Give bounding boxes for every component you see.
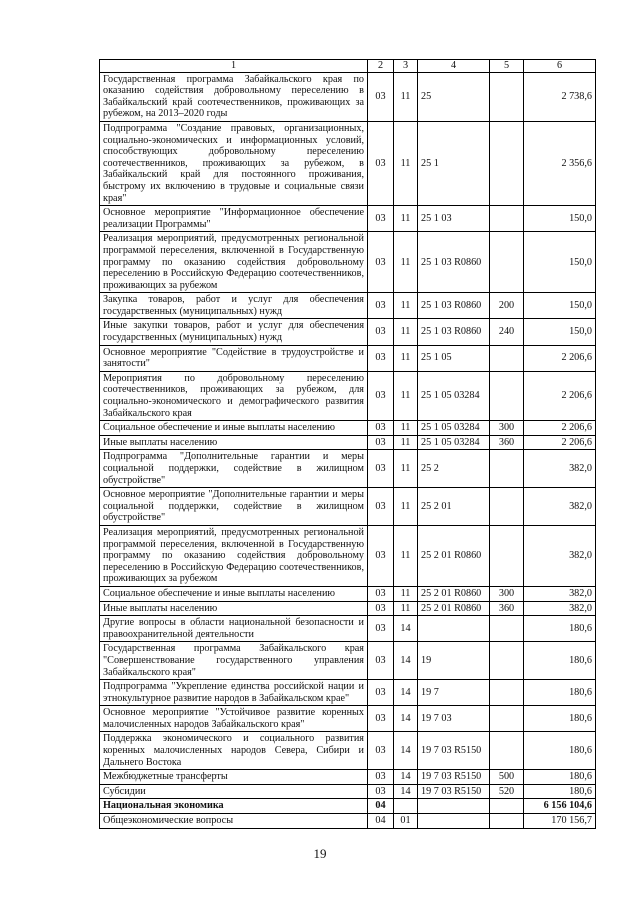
cell-name: Подпрограмма "Создание правовых, организационных, социально-экономических и информационных условий, способствующих добровольному переселению соотечественников, проживающих за рубежом, в Забайкальский край для постоянного проживания, быстрому их включению в трудовые и социальные связи края" [100, 121, 368, 205]
table-row [100, 525, 596, 586]
cell-subsection: 14 [394, 642, 418, 680]
cell-section: 03 [368, 293, 394, 319]
cell-subsection: 14 [394, 770, 418, 785]
cell-subsection: 11 [394, 421, 418, 436]
cell-target-article: 25 1 03 [418, 206, 490, 232]
cell-expense-type: 500 [490, 770, 524, 785]
table-row [100, 206, 596, 232]
cell-subsection: 11 [394, 293, 418, 319]
cell-subsection: 01 [394, 814, 418, 829]
cell-amount: 170 156,7 [524, 814, 596, 829]
table-row [100, 642, 596, 680]
cell-target-article [418, 799, 490, 814]
table-row [100, 732, 596, 770]
cell-expense-type: 360 [490, 435, 524, 450]
table-row [100, 72, 596, 121]
header-col-3: 3 [394, 60, 418, 73]
cell-expense-type: 360 [490, 601, 524, 616]
cell-section: 03 [368, 371, 394, 420]
cell-expense-type: 300 [490, 586, 524, 601]
cell-amount: 2 206,6 [524, 435, 596, 450]
table-row [100, 232, 596, 293]
cell-subsection: 14 [394, 784, 418, 799]
cell-subsection: 11 [394, 232, 418, 293]
cell-name: Национальная экономика [100, 799, 368, 814]
cell-name: Подпрограмма "Укрепление единства российской нации и этнокультурное развитие народов в Забайкальском крае" [100, 680, 368, 706]
header-col-6: 6 [524, 60, 596, 73]
cell-target-article: 25 1 [418, 121, 490, 205]
cell-name: Реализация мероприятий, предусмотренных региональной программой переселения, включенной в Государственную программу по оказанию содействия добровольному переселению в Российскую Федерацию соотечественников, проживающих за рубежом [100, 232, 368, 293]
cell-target-article: 25 1 05 [418, 345, 490, 371]
cell-subsection: 11 [394, 72, 418, 121]
cell-subsection: 11 [394, 435, 418, 450]
table-row [100, 586, 596, 601]
cell-amount: 180,6 [524, 642, 596, 680]
cell-target-article: 25 1 03 R0860 [418, 319, 490, 345]
cell-amount: 382,0 [524, 601, 596, 616]
cell-subsection: 11 [394, 206, 418, 232]
cell-amount: 382,0 [524, 525, 596, 586]
cell-target-article: 25 [418, 72, 490, 121]
cell-expense-type [490, 371, 524, 420]
cell-section: 03 [368, 525, 394, 586]
table-row [100, 293, 596, 319]
cell-expense-type: 240 [490, 319, 524, 345]
cell-section: 04 [368, 799, 394, 814]
cell-target-article: 25 2 01 R0860 [418, 525, 490, 586]
cell-amount: 180,6 [524, 732, 596, 770]
cell-target-article: 25 1 03 R0860 [418, 232, 490, 293]
cell-amount: 180,6 [524, 616, 596, 642]
cell-expense-type [490, 232, 524, 293]
cell-expense-type [490, 814, 524, 829]
cell-expense-type: 300 [490, 421, 524, 436]
cell-target-article: 25 2 01 R0860 [418, 601, 490, 616]
cell-expense-type [490, 799, 524, 814]
cell-expense-type [490, 732, 524, 770]
cell-target-article: 25 1 03 R0860 [418, 293, 490, 319]
cell-name: Социальное обеспечение и иные выплаты населению [100, 421, 368, 436]
cell-name: Закупка товаров, работ и услуг для обеспечения государственных (муниципальных) нужд [100, 293, 368, 319]
table-row [100, 784, 596, 799]
cell-expense-type [490, 680, 524, 706]
cell-name: Социальное обеспечение и иные выплаты населению [100, 586, 368, 601]
cell-amount: 180,6 [524, 706, 596, 732]
cell-subsection [394, 799, 418, 814]
cell-amount: 180,6 [524, 770, 596, 785]
header-col-4: 4 [418, 60, 490, 73]
table-row [100, 345, 596, 371]
cell-amount: 150,0 [524, 319, 596, 345]
table-row [100, 450, 596, 488]
cell-section: 03 [368, 232, 394, 293]
cell-subsection: 11 [394, 586, 418, 601]
cell-amount: 382,0 [524, 488, 596, 526]
cell-section: 03 [368, 72, 394, 121]
cell-section: 03 [368, 121, 394, 205]
cell-expense-type [490, 345, 524, 371]
cell-target-article: 19 7 03 R5150 [418, 770, 490, 785]
table-row [100, 421, 596, 436]
cell-name: Государственная программа Забайкальского края "Совершенствование государственного управления Забайкальского края" [100, 642, 368, 680]
cell-expense-type [490, 72, 524, 121]
cell-target-article: 19 7 [418, 680, 490, 706]
cell-amount: 180,6 [524, 680, 596, 706]
cell-target-article: 19 7 03 [418, 706, 490, 732]
cell-name: Мероприятия по добровольному переселению соотечественников, проживающих за рубежом, для социально-экономического и демографического развития Забайкальского края [100, 371, 368, 420]
cell-expense-type [490, 616, 524, 642]
table-header [100, 60, 596, 73]
cell-expense-type: 520 [490, 784, 524, 799]
cell-amount: 150,0 [524, 206, 596, 232]
cell-amount: 6 156 104,6 [524, 799, 596, 814]
cell-target-article: 25 1 05 03284 [418, 421, 490, 436]
cell-amount: 180,6 [524, 784, 596, 799]
cell-section: 03 [368, 642, 394, 680]
cell-target-article: 25 2 01 R0860 [418, 586, 490, 601]
cell-name: Общеэкономические вопросы [100, 814, 368, 829]
cell-target-article: 25 1 05 03284 [418, 371, 490, 420]
table-row [100, 770, 596, 785]
table-row [100, 799, 596, 814]
cell-section: 03 [368, 206, 394, 232]
cell-subsection: 11 [394, 371, 418, 420]
cell-amount: 2 206,6 [524, 345, 596, 371]
table-row [100, 121, 596, 205]
cell-expense-type [490, 206, 524, 232]
cell-subsection: 14 [394, 616, 418, 642]
table-row [100, 371, 596, 420]
cell-amount: 2 356,6 [524, 121, 596, 205]
cell-name: Основное мероприятие "Устойчивое развитие коренных малочисленных народов Забайкальского края" [100, 706, 368, 732]
cell-subsection: 14 [394, 706, 418, 732]
cell-target-article: 25 2 01 [418, 488, 490, 526]
cell-section: 03 [368, 450, 394, 488]
header-col-5: 5 [490, 60, 524, 73]
cell-name: Реализация мероприятий, предусмотренных региональной программой переселения, включенной в Государственную программу по оказанию содействия добровольному переселению в Российскую Федерацию соотечественников, проживающих за рубежом [100, 525, 368, 586]
cell-name: Государственная программа Забайкальского края по оказанию содействия добровольному переселению в Забайкальский край соотечественников, проживающих за рубежом, на 2013–2020 годы [100, 72, 368, 121]
table-row [100, 680, 596, 706]
table-body [100, 72, 596, 828]
table-row [100, 435, 596, 450]
cell-name: Поддержка экономического и социального развития коренных малочисленных народов Севера, Сибири и Дальнего Востока [100, 732, 368, 770]
page-number: 19 [313, 846, 327, 861]
cell-section: 03 [368, 616, 394, 642]
cell-expense-type [490, 488, 524, 526]
cell-target-article: 19 [418, 642, 490, 680]
cell-section: 03 [368, 345, 394, 371]
cell-subsection: 11 [394, 601, 418, 616]
cell-name: Основное мероприятие "Информационное обеспечение реализации Программы" [100, 206, 368, 232]
cell-subsection: 11 [394, 525, 418, 586]
cell-expense-type [490, 450, 524, 488]
cell-subsection: 11 [394, 121, 418, 205]
cell-name: Другие вопросы в области национальной безопасности и правоохранительной деятельности [100, 616, 368, 642]
cell-name: Основное мероприятие "Дополнительные гарантии и меры социальной поддержки, содействие в жилищном обустройстве" [100, 488, 368, 526]
table-row [100, 319, 596, 345]
cell-section: 04 [368, 814, 394, 829]
cell-amount: 2 206,6 [524, 371, 596, 420]
table-row [100, 601, 596, 616]
header-col-1: 1 [100, 60, 368, 73]
cell-section: 03 [368, 680, 394, 706]
cell-subsection: 11 [394, 345, 418, 371]
cell-name: Основное мероприятие "Содействие в трудоустройстве и занятости" [100, 345, 368, 371]
cell-name: Иные выплаты населению [100, 601, 368, 616]
cell-subsection: 11 [394, 488, 418, 526]
cell-section: 03 [368, 732, 394, 770]
cell-section: 03 [368, 706, 394, 732]
cell-amount: 382,0 [524, 450, 596, 488]
header-row [100, 60, 596, 73]
cell-section: 03 [368, 421, 394, 436]
cell-target-article [418, 814, 490, 829]
cell-expense-type [490, 642, 524, 680]
cell-section: 03 [368, 770, 394, 785]
cell-section: 03 [368, 488, 394, 526]
cell-name: Субсидии [100, 784, 368, 799]
cell-expense-type [490, 706, 524, 732]
cell-section: 03 [368, 319, 394, 345]
cell-name: Иные выплаты населению [100, 435, 368, 450]
cell-section: 03 [368, 784, 394, 799]
cell-section: 03 [368, 586, 394, 601]
cell-amount: 2 738,6 [524, 72, 596, 121]
table-row [100, 488, 596, 526]
cell-target-article: 25 2 [418, 450, 490, 488]
cell-target-article: 19 7 03 R5150 [418, 784, 490, 799]
cell-expense-type [490, 121, 524, 205]
table-row [100, 616, 596, 642]
cell-target-article [418, 616, 490, 642]
cell-name: Подпрограмма "Дополнительные гарантии и меры социальной поддержки, содействие в жилищном обустройстве" [100, 450, 368, 488]
cell-section: 03 [368, 601, 394, 616]
cell-expense-type: 200 [490, 293, 524, 319]
table-row [100, 814, 596, 829]
cell-expense-type [490, 525, 524, 586]
cell-amount: 382,0 [524, 586, 596, 601]
cell-subsection: 14 [394, 680, 418, 706]
cell-target-article: 19 7 03 R5150 [418, 732, 490, 770]
cell-amount: 150,0 [524, 293, 596, 319]
cell-name: Иные закупки товаров, работ и услуг для обеспечения государственных (муниципальных) нужд [100, 319, 368, 345]
cell-target-article: 25 1 05 03284 [418, 435, 490, 450]
cell-name: Межбюджетные трансферты [100, 770, 368, 785]
cell-amount: 150,0 [524, 232, 596, 293]
cell-section: 03 [368, 435, 394, 450]
header-col-2: 2 [368, 60, 394, 73]
table-row [100, 706, 596, 732]
cell-amount: 2 206,6 [524, 421, 596, 436]
cell-subsection: 11 [394, 450, 418, 488]
cell-subsection: 11 [394, 319, 418, 345]
cell-subsection: 14 [394, 732, 418, 770]
budget-table [99, 59, 596, 829]
